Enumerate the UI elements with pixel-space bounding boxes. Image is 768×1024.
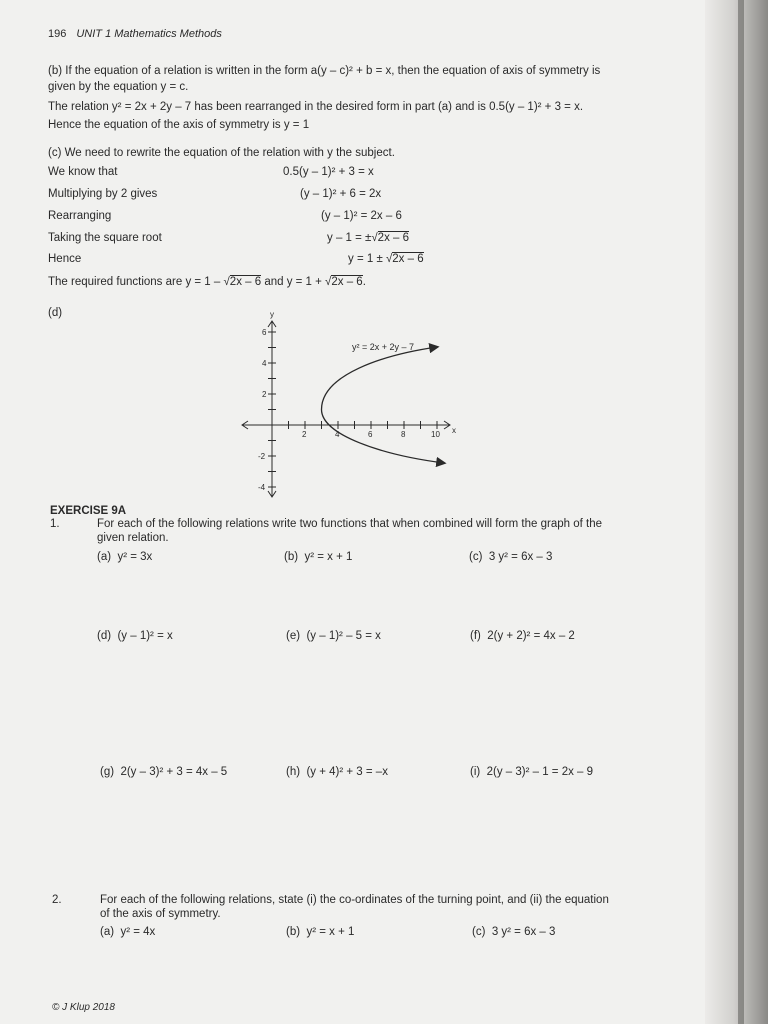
page-edge-line <box>738 0 744 1024</box>
question-text: given relation. <box>97 532 169 544</box>
step-label: We know that <box>48 166 118 178</box>
step-label: Multiplying by 2 gives <box>48 188 158 200</box>
exercise-title: EXERCISE 9A <box>50 505 127 517</box>
part-c-intro: (c) We need to rewrite the equation of the relation with y the subject. <box>48 147 395 159</box>
question-part: (a) y² = 3x <box>97 551 153 563</box>
step-label: Hence <box>48 253 82 265</box>
question-part: (b) y² = x + 1 <box>286 926 355 938</box>
question-number: 1. <box>50 518 60 530</box>
y-tick-label: 2 <box>262 390 267 399</box>
step-math: (y – 1)² + 6 = 2x <box>300 188 382 200</box>
question-number: 2. <box>52 894 62 906</box>
y-tick-label: -4 <box>258 483 266 492</box>
page-header <box>48 27 222 41</box>
y-tick-label: 6 <box>262 328 267 337</box>
part-d-label: (d) <box>48 307 63 319</box>
page-number: 196 <box>48 28 67 40</box>
x-tick-label: 8 <box>401 430 406 439</box>
page-edge-shadow <box>705 0 768 1024</box>
step-math: 0.5(y – 1)² + 3 = x <box>283 166 374 178</box>
part-b-line-3: The relation y² = 2x + 2y – 7 has been rearranged in the desired form in part (a) and is 0.5(y – 1)² + 3 = x. <box>48 101 584 113</box>
page-footer: © J Klup 2018 <box>52 1002 115 1013</box>
step-math: (y – 1)² = 2x – 6 <box>321 210 402 222</box>
step-math: y = 1 ± √2x – 6 <box>348 253 424 265</box>
question-part: (e) (y – 1)² – 5 = x <box>286 630 381 642</box>
part-b-line-2: given by the equation y = c. <box>48 81 189 93</box>
question-part: (c) 3 y² = 6x – 3 <box>472 926 556 938</box>
x-axis-label: x <box>452 426 456 435</box>
step-label: Rearranging <box>48 210 112 222</box>
part-c-conclusion: The required functions are y = 1 – √2x – 6 and y = 1 + √2x – 6. <box>48 276 366 288</box>
question-part: (h) (y + 4)² + 3 = –x <box>286 766 388 778</box>
header-title: UNIT 1 Mathematics Methods <box>76 28 222 40</box>
parabola-curve <box>322 347 438 410</box>
curve-label: y² = 2x + 2y – 7 <box>352 342 415 352</box>
question-text: For each of the following relations write two functions that when combined will form the graph of the <box>97 518 602 530</box>
question-text: For each of the following relations, state (i) the co-ordinates of the turning point, and (ii) the equation <box>100 894 609 906</box>
question-part: (b) y² = x + 1 <box>284 551 353 563</box>
x-tick-label: 10 <box>431 430 440 439</box>
part-b-line-1: (b) If the equation of a relation is written in the form a(y – c)² + b = x, then the equation of axis of symmetry is <box>48 65 601 77</box>
parabola-graph <box>232 305 462 500</box>
question-part: (i) 2(y – 3)² – 1 = 2x – 9 <box>470 766 594 778</box>
x-tick-label: 4 <box>335 430 340 439</box>
question-part: (c) 3 y² = 6x – 3 <box>469 551 553 563</box>
question-part: (f) 2(y + 2)² = 4x – 2 <box>470 630 575 642</box>
question-text: of the axis of symmetry. <box>100 908 221 920</box>
y-tick-label: -2 <box>258 452 266 461</box>
step-math: y – 1 = ±√2x – 6 <box>327 232 409 244</box>
parabola-curve-lower <box>322 410 445 464</box>
x-tick-label: 6 <box>368 430 373 439</box>
y-axis-label: y <box>270 310 274 319</box>
question-part: (d) (y – 1)² = x <box>97 630 173 642</box>
x-tick-label: 2 <box>302 430 307 439</box>
y-tick-label: 4 <box>262 359 267 368</box>
question-part: (a) y² = 4x <box>100 926 156 938</box>
question-part: (g) 2(y – 3)² + 3 = 4x – 5 <box>100 766 228 778</box>
part-b-line-4: Hence the equation of the axis of symmetry is y = 1 <box>48 119 310 131</box>
step-label: Taking the square root <box>48 232 162 244</box>
